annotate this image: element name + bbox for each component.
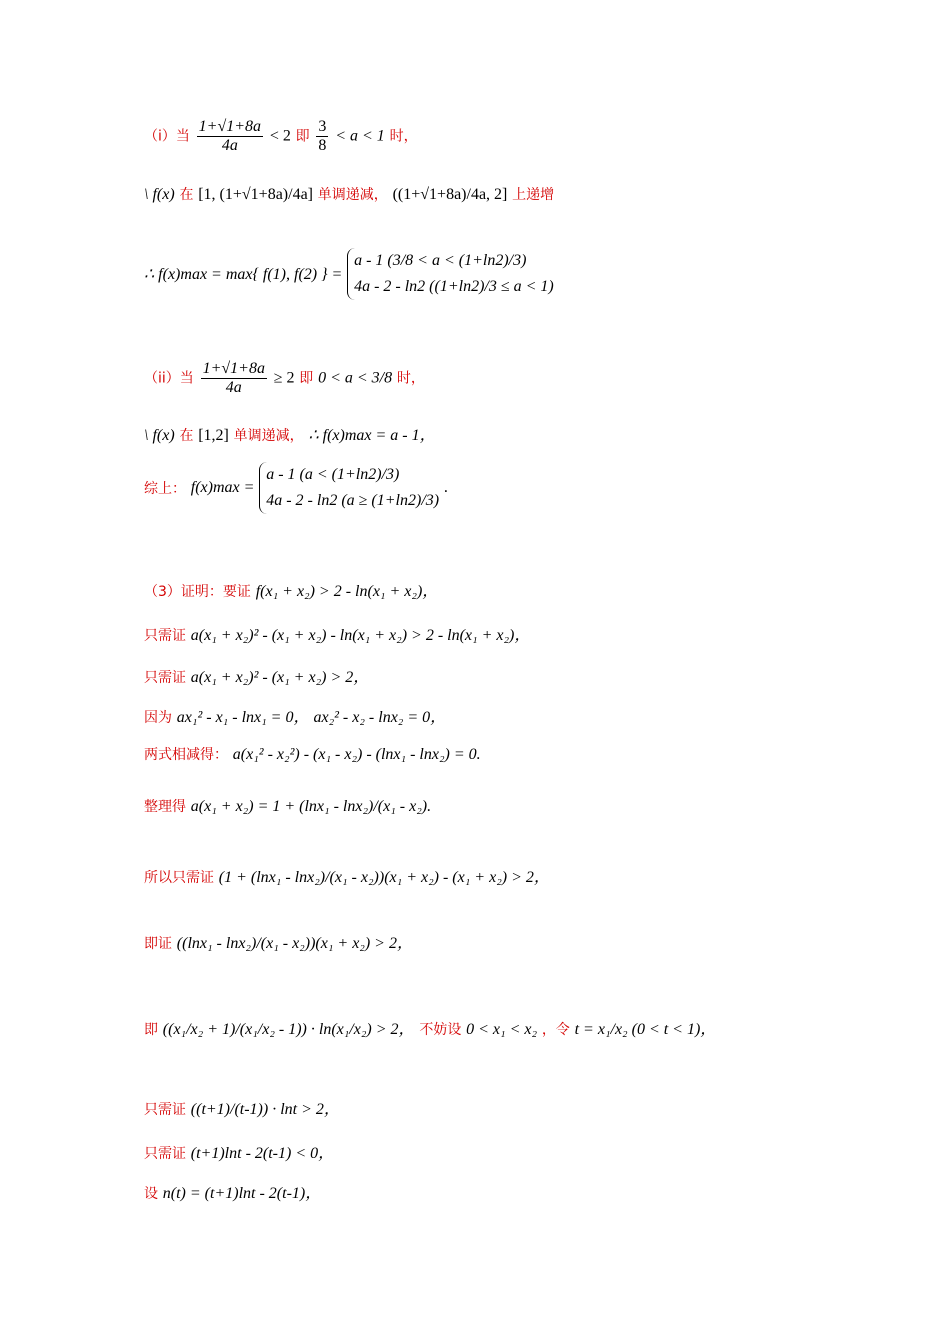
case-ii-condition: （ii）当 $\frac{1+√1+8a}{4a}$ ≥ 2 即 0 < a < 3/8 时， [144,360,425,396]
proof-step-10: 只需证 (t+1)lnt - 2(t-1) < 0， [144,1145,335,1162]
proof-step-1: 只需证 a(x₁ + x₂)² - (x₁ + x₂) - ln(x₁ + x₂) > 2 - ln(x₁ + x₂)， [144,627,531,644]
piecewise-brace: a - 1 (3/8 < a < (1+ln2)/3) 4a - 2 - ln2 ((1+ln2)/3 ≤ a < 1) [347,248,554,300]
proof-step-8: 即 ((x₁/x₂ + 1)/(x₁/x₂ - 1)) · ln(x₁/x₂) > 2， 不妨设 0 < x₁ < x₂ ，令 t = x₁/x₂ (0 < t < 1)， [144,1021,717,1038]
proof-step-2: 只需证 a(x₁ + x₂)² - (x₁ + x₂) > 2， [144,669,370,686]
proof-step-3: 因为 ax₁² - x₁ - lnx₁ = 0， ax₂² - x₂ - lnx₂ = 0， [144,709,447,726]
proof-step-11: 设 n(t) = (t+1)lnt - 2(t-1)， [144,1185,322,1202]
case-i-condition: （i）当 $\frac{1+√1+8a}{4a}$ < 2 即 $\frac{3}{8}$ < a < 1 时， [144,118,418,154]
summary-piecewise: 综上： f(x)max = a - 1 (a < (1+ln2)/3) 4a - 2 - ln2 (a ≥ (1+ln2)/3) . [144,462,448,514]
proof-step-9: 只需证 ((t+1)/(t-1)) · lnt > 2， [144,1101,340,1118]
piecewise-brace: a - 1 (a < (1+ln2)/3) 4a - 2 - ln2 (a ≥ (1+ln2)/3) [259,462,439,514]
fmax-piecewise-i: ∴ f(x)max = max{ f(1), f(2) } = a - 1 (3/8 < a < (1+ln2)/3) 4a - 2 - ln2 ((1+ln2)/3 ≤ a < 1) [144,248,554,300]
proof-step-7: 即证 ((lnx₁ - lnx₂)/(x₁ - x₂))(x₁ + x₂) > 2， [144,935,413,952]
monotonic-intervals: \ f(x) 在 [1, (1+√1+8a)/4a] 单调递减， ((1+√1+8a)/4a, 2] 上递增 [144,186,555,203]
cn-prefix: （i）当 [144,128,190,145]
proof-step-6: 所以只需证 (1 + (lnx₁ - lnx₂)/(x₁ - x₂))(x₁ + x₂) - (x₁ + x₂) > 2， [144,869,550,886]
proof-goal: （3）证明：要证 f(x₁ + x₂) > 2 - ln(x₁ + x₂)， [144,583,439,600]
case-ii-fmax: \ f(x) 在 [1,2] 单调递减， ∴ f(x)max = a - 1， [144,427,436,444]
fraction-3-8: $\frac{3}{8}$ [318,118,327,154]
proof-step-4: 两式相减得： a(x₁² - x₂²) - (x₁ - x₂) - (lnx₁ - lnx₂) = 0. [144,746,481,763]
fraction: $\frac{1+√1+8a}{4a}$ [198,118,262,154]
fraction: $\frac{1+√1+8a}{4a}$ [202,360,265,396]
proof-step-5: 整理得 a(x₁ + x₂) = 1 + (lnx₁ - lnx₂)/(x₁ - x₂). [144,798,432,815]
